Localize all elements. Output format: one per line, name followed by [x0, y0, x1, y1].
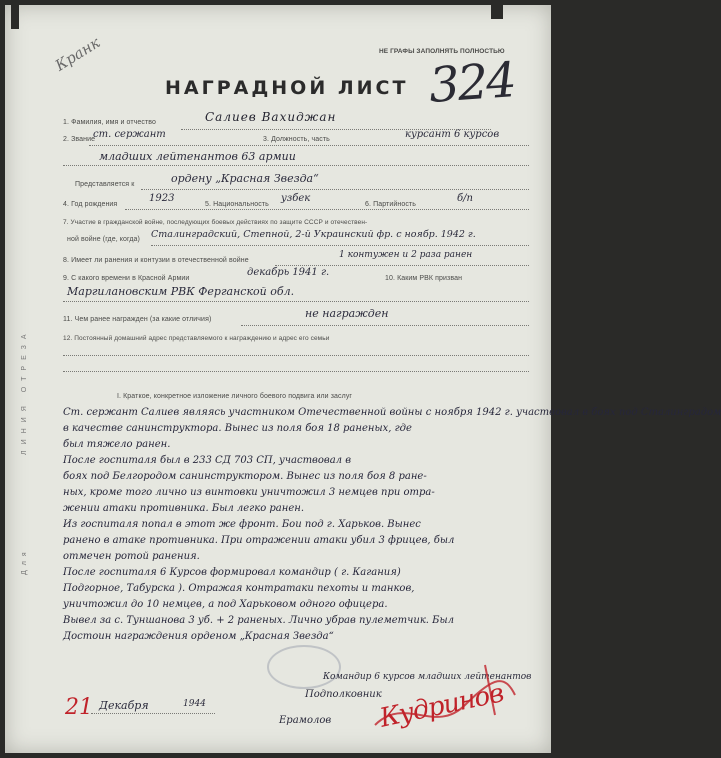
- field-underline: [241, 325, 529, 326]
- narrative-line: уничтожил до 10 немцев, а под Харьковом одного офицера.: [63, 599, 388, 610]
- cut-line-marker: Для: [21, 547, 28, 575]
- document-title: НАГРАДНОЙ ЛИСТ: [165, 77, 409, 99]
- fill-instruction: НЕ ГРАФЫ ЗАПОЛНЯТЬ ПОЛНОСТЬЮ: [379, 48, 505, 55]
- rank-value: ст. сержант: [93, 129, 166, 140]
- field-underline: [63, 165, 529, 166]
- field-label: 12. Постоянный домашний адрес представляемого к награждению и адрес его семьи: [63, 335, 330, 342]
- narrative-line: в качестве санинструктора. Вынес из поля боя 18 раненых, где: [63, 423, 412, 434]
- field-underline: [63, 355, 529, 356]
- award-sheet: [5, 5, 721, 753]
- field-label: 4. Год рождения: [63, 201, 118, 208]
- field-underline: [151, 245, 529, 246]
- date-month: Декабря: [99, 699, 149, 712]
- position-value-continued: младших лейтенантов 63 армии: [99, 150, 296, 163]
- faded-stamp: [267, 645, 341, 689]
- narrative-line: Достоин награждения орденом „Красная Звезда“: [63, 631, 334, 642]
- narrative-line: ранено в атаке противника. При отражении атаки убил 3 фрицев, был: [63, 535, 455, 546]
- red-signature-flourish: [365, 655, 525, 745]
- narrative-line: После госпиталя был в 233 СД 703 СП, участвовал в: [63, 455, 352, 466]
- full-name: Салиев Вахиджан: [205, 110, 337, 124]
- narrative-line: боях под Белгородом санинструктором. Вынес из поля боя 8 ране-: [63, 471, 427, 482]
- field-label: ной войне (где, когда): [67, 236, 140, 243]
- field-label: 11. Чем ранее награжден (за какие отличия): [63, 316, 212, 323]
- field-underline: [125, 209, 529, 210]
- war-participation: Сталинградский, Степной, 2-й Украинский фр. с ноябр. 1942 г.: [151, 229, 476, 240]
- punch-hole: [491, 5, 503, 19]
- field-underline: [63, 301, 529, 302]
- narrative-line: ных, кроме того лично из винтовки уничтожил 3 немцев при отра-: [63, 487, 435, 498]
- field-underline: [275, 265, 529, 266]
- narrative-line: Подгорное, Табурска ). Отражая контратаки пехоты и танков,: [63, 583, 415, 594]
- date-year: 1944: [183, 699, 206, 709]
- narrative-line: После госпиталя 6 Курсов формировал командир ( г. Кагания): [63, 567, 401, 578]
- narrative-heading: I. Краткое, конкретное изложение личного боевого подвига или заслуг: [117, 393, 353, 400]
- narrative-body: [63, 405, 721, 645]
- wounds-value: 1 контужен и 2 раза ранен: [339, 250, 473, 260]
- registration-number: 324: [427, 52, 517, 114]
- birth-year: 1923: [149, 193, 175, 204]
- field-label: 10. Каким РВК призван: [385, 275, 463, 282]
- cut-line-label: ЛИНИЯ ОТРЕЗА: [21, 328, 28, 455]
- narrative-line: был тяжело ранен.: [63, 439, 171, 450]
- field-label: 7. Участие в гражданской войне, последующих боевых действиях по защите СССР и отечествен-: [63, 219, 368, 226]
- field-label: 2. Звание: [63, 136, 96, 143]
- narrative-line: жении атаки противника. Был легко ранен.: [63, 503, 305, 514]
- pencil-note: Кранк: [51, 33, 104, 75]
- field-label: 6. Партийность: [365, 201, 416, 208]
- commander-role: Командир 6 курсов младших лейтенантов: [323, 672, 532, 682]
- date-day: 21: [65, 695, 93, 720]
- field-label: 8. Имеет ли ранения и контузии в отечественной войне: [63, 257, 249, 264]
- party-affiliation: б/п: [457, 193, 473, 204]
- date-underline: [91, 713, 215, 714]
- narrative-line: Из госпиталя попал в этот же фронт. Бои под г. Харьков. Вынес: [63, 519, 421, 530]
- narrative-line: Вывел за с. Туншанова 3 уб. + 2 раненых. Лично убрав пулеметчик. Был: [63, 615, 455, 626]
- field-label: 5. Национальность: [205, 201, 269, 208]
- punch-hole: [11, 5, 19, 29]
- position-value: курсант 6 курсов: [405, 129, 500, 140]
- narrative-line: отмечен ротой ранения.: [63, 551, 200, 562]
- field-label: 3. Должность, часть: [263, 136, 330, 143]
- field-underline: [89, 145, 529, 146]
- draft-office: Маргилановским РВК Ферганской обл.: [67, 285, 295, 298]
- field-label: 1. Фамилия, имя и отчество: [63, 119, 157, 126]
- nationality: узбек: [281, 193, 311, 204]
- commander-rank: Подполковник: [305, 689, 382, 700]
- previous-awards: не награжден: [305, 307, 389, 320]
- field-label: 9. С какого времени в Красной Армии: [63, 275, 190, 282]
- signature: Ерамолов: [279, 715, 332, 726]
- service-start: декабрь 1941 г.: [247, 267, 330, 278]
- field-label: Представляется к: [75, 181, 135, 188]
- award-nominated: ордену „Красная Звезда“: [171, 172, 319, 185]
- narrative-line: Ст. сержант Салиев являясь участником Отечественной войны с ноября 1942 г. участвовал в боях под Сталинградом: [63, 407, 721, 418]
- red-signature: Кудринов: [377, 678, 506, 734]
- field-underline: [63, 371, 529, 372]
- field-underline: [141, 189, 529, 190]
